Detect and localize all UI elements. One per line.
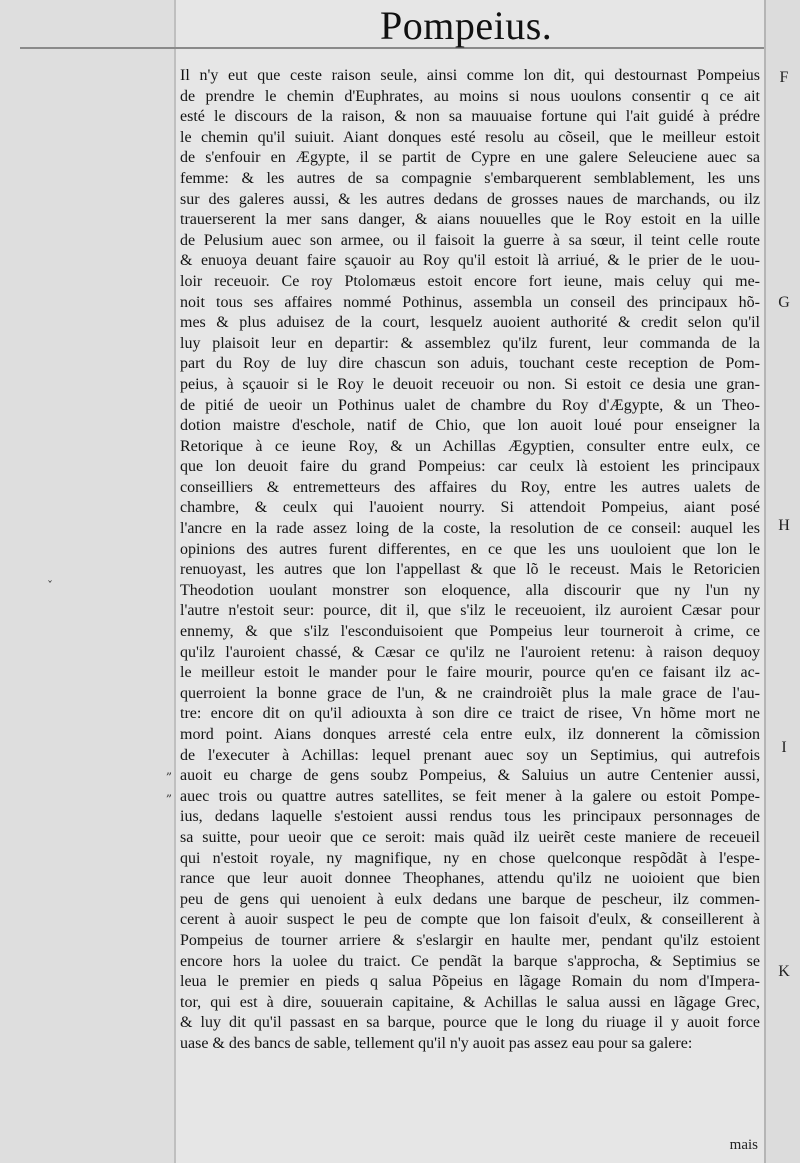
running-title: Pompeius. bbox=[380, 3, 553, 48]
text-line: Theodotion uoulant monstrer son eloquence, alla discourir que ny l'un ny bbox=[180, 581, 760, 599]
text-line: leua le premier en pieds q salua Põpeius en lãgage Romain du nom d'Impera- bbox=[180, 973, 760, 991]
text-line: ennemy, & que s'ilz l'esconduisoient que Pompeius leur tourneroit à crime, ce bbox=[180, 623, 760, 641]
text-line: Il n'y eut que ceste raison seule, ainsi comme lon dit, qui destournast Pompeius bbox=[180, 67, 760, 84]
text-line: sur des galeres aussi, & les autres dedans de grosses naues de marchands, ou ilz bbox=[180, 190, 760, 208]
text-line: conseilliers & entremetteurs des affaires du Roy, entre les autres ualets de bbox=[180, 478, 760, 496]
left-margin-rule bbox=[174, 0, 176, 1163]
text-line: uase & des bancs de sable, tellement qu'il n'y auoit pas assez eau pour sa galere: bbox=[180, 1034, 693, 1052]
text-line: que lon deuoit faire du grand Pompeius: car ceulx là estoient les principaux bbox=[180, 458, 760, 476]
signature-mark-f: F bbox=[779, 69, 789, 86]
left-margin bbox=[0, 0, 176, 1163]
text-line: luy plaisoit leur en departir: & assemblez qu'ilz furent, leur commanda de la bbox=[180, 334, 760, 352]
margin-quote-mark: „ bbox=[166, 785, 173, 799]
signature-mark-k: K bbox=[778, 963, 790, 980]
catchword: mais bbox=[729, 1137, 758, 1153]
text-line: de Pelusium auec son armee, ou il faisoit la guerre à sa sœur, il teint celle route bbox=[180, 231, 760, 249]
text-line: renuoyast, les autres que lon l'appellast & que lõ le receust. Mais le Retoricien bbox=[180, 561, 760, 579]
text-line: Pompeius de tourner arriere & s'eslargir en haulte mer, pendant qu'ilz estoient bbox=[180, 931, 760, 949]
text-line: opinions des autres furent differentes, en ce que les uns uouloient que lon le bbox=[180, 540, 760, 558]
text-line: loir receuoir. Ce roy Ptolomæus estoit encore fort ieune, mais celuy qui me- bbox=[180, 272, 760, 290]
text-line: de l'executer à Achillas: lequel prenant auec soy un Septimius, qui autrefois bbox=[180, 746, 760, 764]
text-line: chambre, & ceulx qui l'auoient nourry. Si attendoit Pompeius, aiant posé bbox=[180, 499, 760, 517]
text-line: l'autre n'estoit seur: pource, dit il, que s'ilz le receuoient, ilz auroient Cæsar pour bbox=[180, 602, 760, 620]
text-line: auoit eu charge de gens soubz Pompeius, & Saluius un autre Centenier aussi, bbox=[180, 767, 760, 785]
text-line: & enuoya deuant faire sçauoir au Roy qu'il estoit là arriué, & le prier de le uou- bbox=[180, 252, 760, 270]
text-line: ius, dedans laquelle s'estoient aussi rendus tous les principaux personnages de bbox=[180, 808, 760, 826]
text-line: auec trois ou quattre autres satellites, se feit mener à la galere ou estoit Pompe- bbox=[180, 787, 760, 805]
text-line: le meilleur estoit le mander pour le faire mourir, pource qu'en ce faisant ilz ac- bbox=[180, 664, 760, 682]
text-line: cerent à auoir suspect le peu de compte que lon faisoit d'eulx, & conseillerent à bbox=[180, 911, 760, 929]
text-line: Retorique à ce ieune Roy, & un Achillas Ægyptien, consulter entre eulx, ce bbox=[180, 437, 760, 455]
margin-tick-mark: ˇ bbox=[47, 579, 53, 593]
text-line: esté le discours de la raison, & non sa mauuaise fortune qui l'ait guidé à prédre bbox=[180, 108, 760, 126]
text-line: dotion maistre d'eschole, natif de Chio, que lon auoit loué pour enseigner la bbox=[180, 417, 760, 435]
text-line: noit tous ses affaires nommé Pothinus, assembla un conseil des principaux hõ- bbox=[180, 293, 760, 311]
text-line: tre: encore dit on qu'il adiouxta à son dire ce traict de risee, Vn hõme mort ne bbox=[180, 705, 760, 723]
signature-mark-g: G bbox=[778, 294, 790, 311]
text-line: peu de gens qui uenoient à eulx dedans une barque de pescheur, ilz commen- bbox=[180, 890, 760, 908]
text-line: tor, qui est à dire, souuerain capitaine, & Achillas le salua aussi en lãgage Grec, bbox=[180, 993, 760, 1011]
text-line: qu'ilz l'auroient chassé, & Cæsar ce qu'ilz ne l'auroient retenu: à raison dequoy bbox=[180, 643, 760, 661]
body-text bbox=[180, 66, 760, 1055]
text-line: l'ancre en la rade assez loing de la coste, la resolution de ce conseil: auquel les bbox=[180, 520, 760, 538]
text-line: encore hors la uolee du traict. Ce pendãt la barque s'approcha, & Septimius se bbox=[180, 952, 760, 970]
right-margin bbox=[766, 0, 800, 1163]
margin-quote-mark: „ bbox=[166, 763, 173, 777]
text-line: mord point. Aians donques arresté cela entre eulx, ilz donnerent la cõmission bbox=[180, 726, 760, 743]
text-line: de pitié de ueoir un Pothinus ualet de chambre du Roy d'Ægypte, & un Theo- bbox=[180, 396, 760, 414]
text-line: femme: & les autres de sa compagnie s'embarquerent semblablement, les uns bbox=[180, 169, 760, 187]
text-line: trauerserent la mer sans danger, & aians nouuelles que le Roy estoit en la uille bbox=[180, 211, 760, 229]
signature-mark-i: I bbox=[781, 739, 787, 756]
text-line: rance que leur auoit donnee Theophanes, attendu qu'ilz ne uoioient que bien bbox=[180, 870, 760, 888]
text-line: sa suitte, pour ueoir que ce seroit: mais quãd ilz ueirẽt ceste maniere de receueil bbox=[180, 828, 760, 846]
text-line: qui n'estoit royale, ny magnifique, ny en chose quelconque respõdãt à l'espe- bbox=[180, 849, 760, 867]
text-line: part du Roy de luy dire chascun son aduis, touchant ceste reception de Pom- bbox=[180, 355, 760, 373]
signature-mark-h: H bbox=[778, 517, 790, 534]
text-line: peius, à sçauoir si le Roy le deuoit receuoir ou non. Si estoit ce desia une gran- bbox=[180, 375, 760, 393]
text-line: de s'enfouir en Ægypte, il se partit de Cypre en une galere Seleuciene auec sa bbox=[180, 149, 760, 167]
text-line: & luy dit qu'il passast en sa barque, pource que le long du riuage il y auoit force bbox=[180, 1014, 760, 1032]
text-line: querroient la bonne grace de l'un, & ne craindroiẽt plus la male grace de l'au- bbox=[180, 684, 760, 702]
text-line: mes & plus aduisez de la court, lesquelz auoient authorité & credit selon qu'il bbox=[180, 314, 760, 332]
text-line: le chemin qu'il suiuit. Aiant donques esté resolu au cõseil, que le meilleur estoit bbox=[180, 128, 760, 146]
text-line: de prendre le chemin d'Euphrates, au moins si nous uoulons consentir q ce ait bbox=[180, 87, 760, 105]
